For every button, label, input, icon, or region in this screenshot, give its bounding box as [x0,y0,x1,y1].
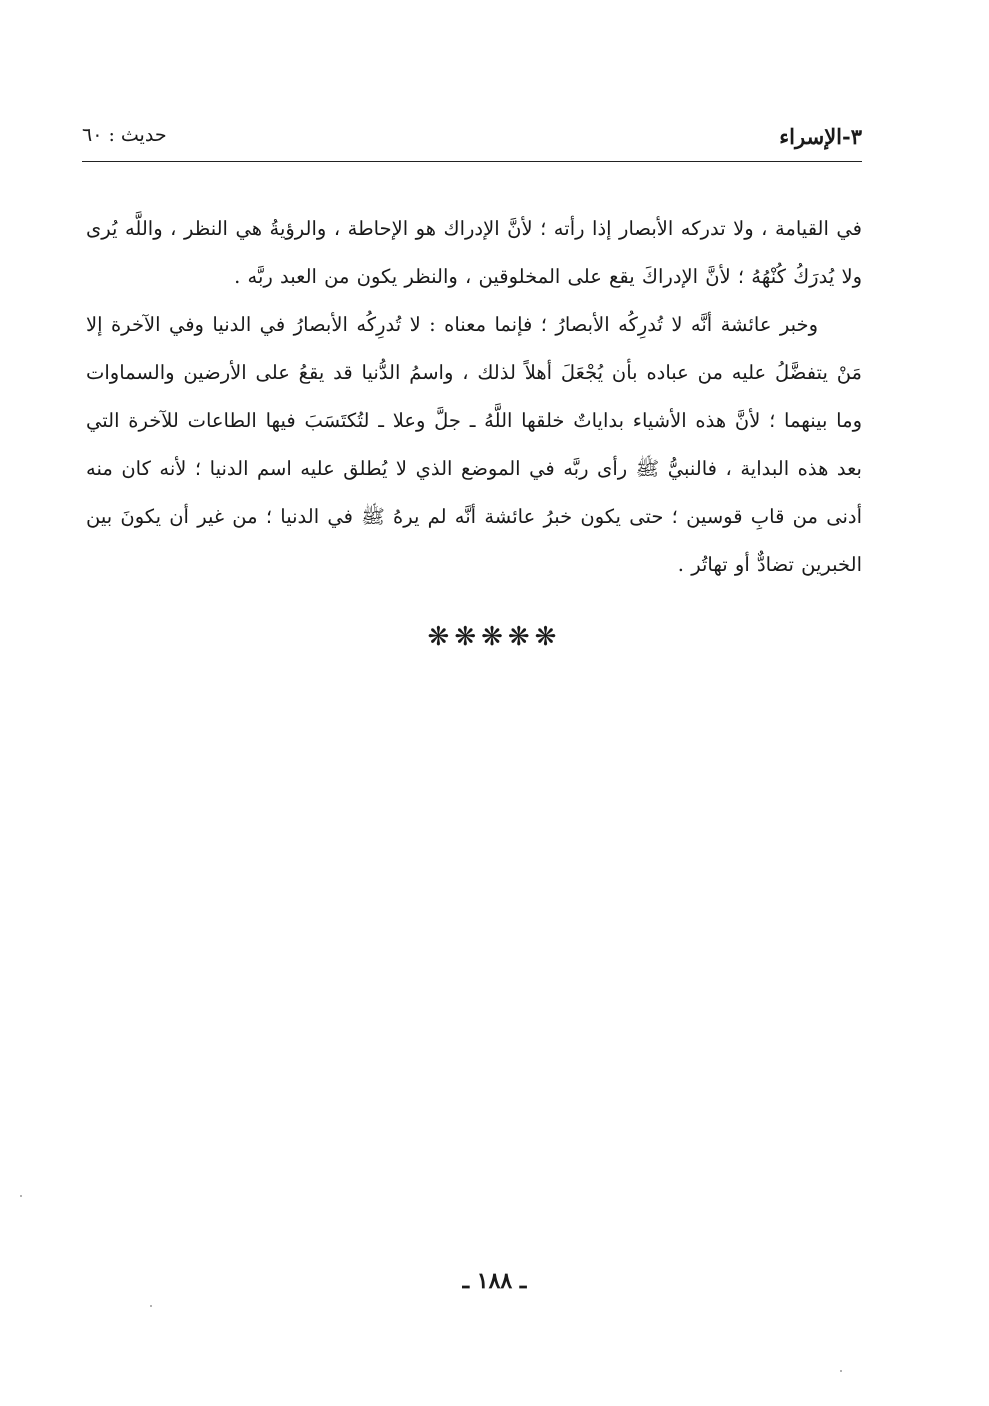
paragraph-1: في القيامة ، ولا تدركه الأبصار إذا رأته ؛ لأنَّ الإدراك هو الإحاطة ، والرؤيةُ هي النظر ، واللَّه يُرى ولا يُدرَكُ كُنْهُهُ ؛ لأنَّ الإدراكَ يقع على المخلوقين ، والنظر يكون من العبد ربَّه . [86,217,862,288]
running-header [82,118,862,158]
header-divider [82,161,862,162]
scan-speck [20,1195,22,1197]
main-text [86,205,862,589]
hadith-number: حديث : ٦٠ [82,124,167,146]
paragraph-2: وخبر عائشة أنَّه لا تُدرِكُه الأبصارُ ؛ فإنما معناه : لا تُدرِكُه الأبصارُ في الدنيا وفي الآخرة إلا مَنْ يتفضَّلُ عليه من عباده بأن يُجْعَلَ أهلاً لذلك ، واسمُ الدُّنيا قد يقعُ على الأرضين والسماوات وما بينهما ؛ لأنَّ هذه الأشياء بداياتٌ خلقها اللَّهُ ـ جلَّ وعلا ـ لتُكتَسَبَ فيها الطاعات للآخرة التي بعد هذه البداية ، فالنبيُّ ﷺ رأى ربَّه في الموضع الذي لا يُطلق عليه اسم الدنيا ؛ لأنه كان منه أدنى من قابِ قوسين ؛ حتى يكون خبرُ عائشة أنَّه لم يرهُ ﷺ في الدنيا ؛ من غير أن يكونَ بين الخبرين تضادٌّ أو تهاتُر . [86,313,862,576]
scan-speck [150,1305,152,1307]
section-separator-stars: ❋❋❋❋❋ [427,622,562,652]
scan-speck [840,1370,842,1372]
page-number: ـ ١٨٨ ـ [462,1268,527,1294]
chapter-title: ٣-الإسراء [779,124,862,149]
